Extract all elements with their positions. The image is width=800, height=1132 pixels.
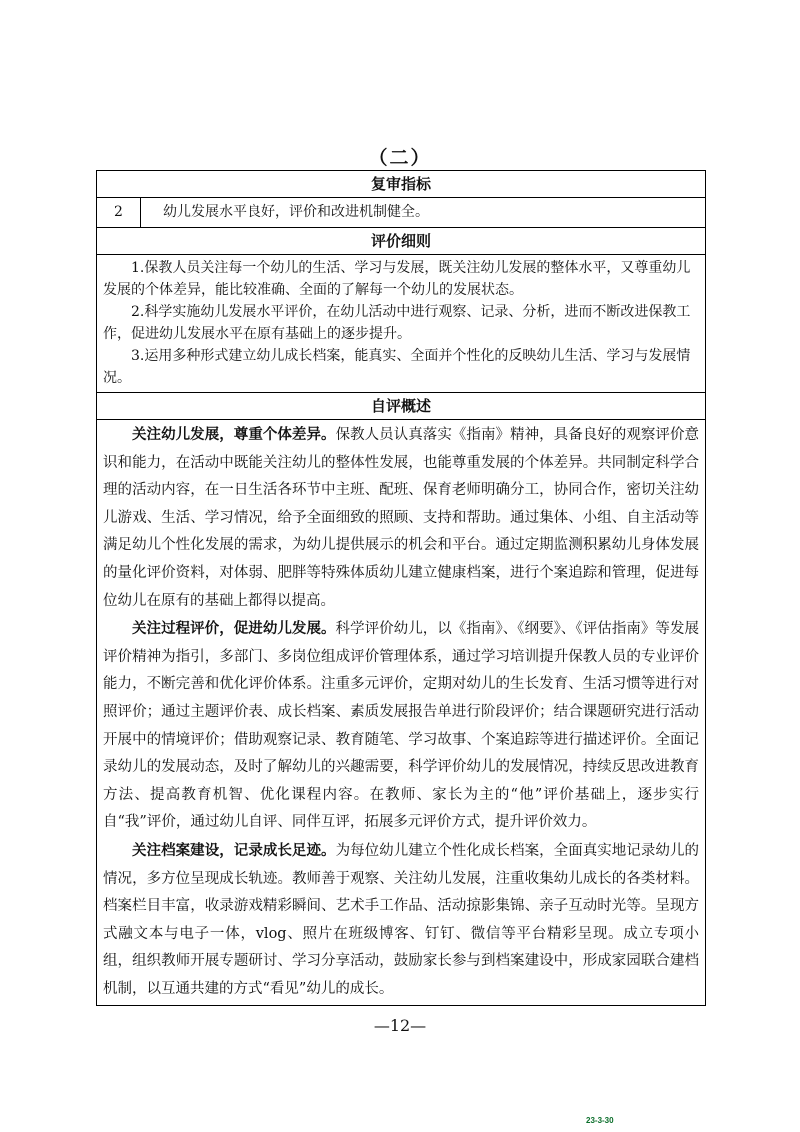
overview-lead: 关注过程评价，促进幼儿发展。: [132, 620, 336, 638]
overview-paragraph: [103, 615, 699, 837]
criteria-header: 评价细则: [97, 228, 706, 255]
overview-body: 保教人员认真落实《指南》精神，具备良好的观察评价意识和能力，在活动中既能关注幼儿的整体性发展，也能尊重发展的个体差异。共同制定科学合理的活动内容，在一日生活各环节中主班、配班、保育老师明确分工，协同合作，密切关注幼儿游戏、生活、学习情况，给予全面细致的照顾、支持和帮助。通过集体、小组、自主活动等满足幼儿个性化发展的需求，为幼儿提供展示的机会和平台。通过定期监测积累幼儿身体发展的量化评价资料，对体弱、肥胖等特殊体质幼儿建立健康档案，进行个案追踪和管理，促进每位幼儿在原有的基础上都得以提高。: [103, 427, 700, 609]
date-stamp: 23-3-30: [586, 1116, 614, 1125]
overview-cell: [97, 420, 706, 1006]
indicator-text: 幼儿发展水平良好，评价和改进机制健全。: [141, 198, 706, 228]
overview-lead: 关注档案建设，记录成长足迹。: [132, 841, 336, 859]
criteria-cell: [97, 255, 706, 393]
criteria-item: 3.运用多种形式建立幼儿成长档案，能真实、全面并个性化的反映幼儿生活、学习与发展情况。: [103, 348, 691, 386]
section-title: （二）: [368, 147, 432, 169]
overview-paragraph: [103, 421, 699, 615]
indicator-number: 2: [97, 198, 141, 228]
criteria-item: 1.保教人员关注每一个幼儿的生活、学习与发展，既关注幼儿发展的整体水平，又尊重幼儿发展的个体差异，能比较准确、全面的了解每一个幼儿的发展状态。: [103, 260, 691, 298]
page-number: —12—: [373, 1016, 427, 1035]
criteria-item: 2.科学实施幼儿发展水平评价，在幼儿活动中进行观察、记录、分析，进而不断改进保教工作，促进幼儿发展水平在原有基础上的逐步提升。: [103, 304, 691, 342]
overview-header: 自评概述: [97, 393, 706, 420]
overview-paragraph: [103, 837, 699, 1004]
overview-body: 科学评价幼儿，以《指南》、《纲要》、《评估指南》等发展评价精神为指引，多部门、多岗位组成评价管理体系，通过学习培训提升保教人员的专业评价能力，不断完善和优化评价体系。注重多元评价，定期对幼儿的生长发育、生活习惯等进行对照评价；通过主题评价表、成长档案、素质发展报告单进行阶段评价；结合课题研究进行活动开展中的情境评价；借助观察记录、教育随笔、学习故事、个案追踪等进行描述评价。全面记录幼儿的发展动态，及时了解幼儿的兴趣需要，科学评价幼儿的发展情况，持续反思改进教育方法、提高教育机智、优化课程内容。在教师、家长为主的“他”评价基础上，逐步实行自“我”评价，通过幼儿自评、同伴互评，拓展多元评价方式，提升评价效力。: [103, 621, 700, 831]
overview-lead: 关注幼儿发展，尊重个体差异。: [132, 426, 336, 443]
review-indicator-header: 复审指标: [97, 171, 706, 198]
review-table: [96, 170, 706, 1006]
overview-body: 为每位幼儿建立个性化成长档案，全面真实地记录幼儿的情况，多方位呈现成长轨迹。教师善于观察、关注幼儿发展，注重收集幼儿成长的各类材料。档案栏目丰富，收录游戏精彩瞬间、艺术手工作品、活动掠影集锦、亲子互动时光等。呈现方式融文本与电子一体，vlog、照片在班级博客、钉钉、微信等平台精彩呈现。成立专项小组，组织教师开展专题研讨、学习分享活动，鼓励家长参与到档案建设中，形成家园联合建档机制，以互通共建的方式“看见”幼儿的成长。: [103, 842, 700, 997]
indicator-row: [97, 198, 706, 228]
